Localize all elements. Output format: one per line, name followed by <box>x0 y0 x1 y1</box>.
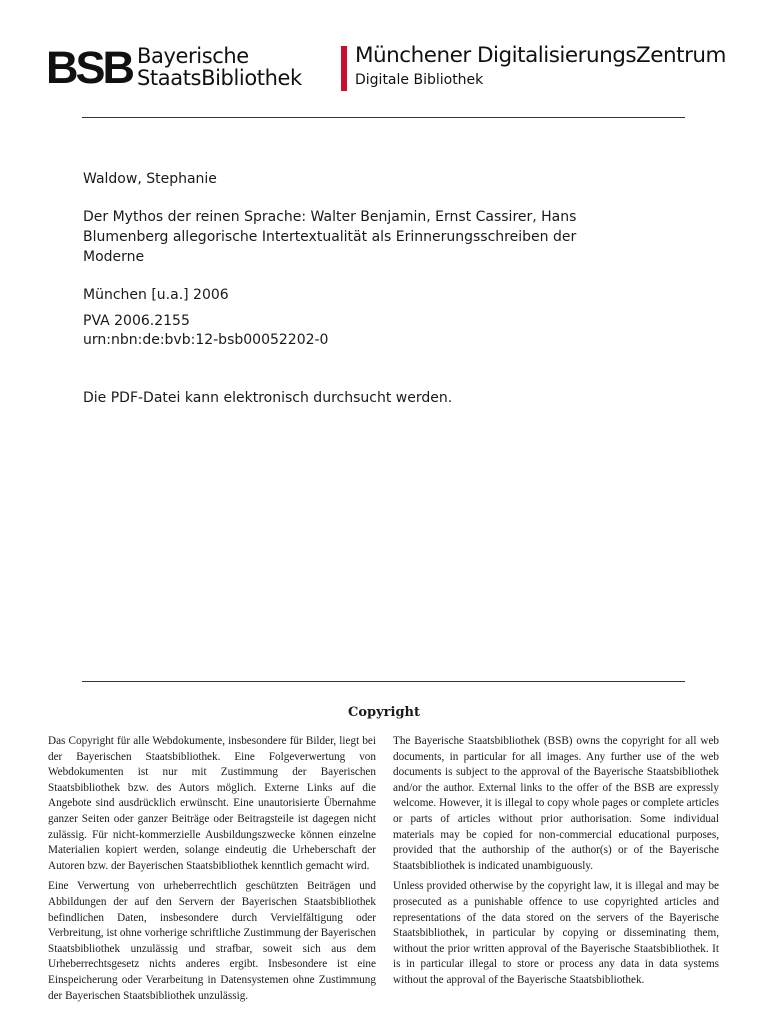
mdz-logo-bar <box>341 46 347 91</box>
pdf-note: Die PDF-Datei kann elektronisch durchsucht werden. <box>83 390 453 406</box>
copyright-divider <box>82 681 685 682</box>
header-divider <box>82 117 685 118</box>
bsb-logo-mark: BSB <box>46 42 133 93</box>
imprint: München [u.a.] 2006 <box>83 287 229 303</box>
copyright-german <box>48 734 376 1009</box>
title-line-3: Moderne <box>83 249 145 265</box>
copyright-de-paragraph-2: Eine Verwertung von urheberrechtlich geschützten Beiträgen und Abbildungen der auf den Servern der Bayerischen Staatsbibliothek befindlichen Daten, insbesondere durch Vervielfältigung oder Verbreitung, ist ohne vorherige schriftliche Zustimmung der Bayerischen Staatsbibliothek unzulässig und strafbar, soweit sich aus dem Urheberrechtsgesetz nichts anderes ergibt. Insbesondere ist eine Einspeicherung oder Verarbeitung in Datensystemen ohne Zustimmung der Bayerischen Staatsbibliothek unzulässig. <box>48 880 376 1002</box>
title-line-2: Blumenberg allegorische Intertextualität als Erinnerungsschreiben der <box>83 229 577 245</box>
copyright-heading: Copyright <box>348 705 420 720</box>
bsb-name-line1: Bayerische <box>137 44 249 68</box>
bsb-name-line2: StaatsBibliothek <box>137 66 302 90</box>
bsb-logo-name <box>137 45 302 89</box>
urn: urn:nbn:de:bvb:12-bsb00052202-0 <box>83 332 329 348</box>
copyright-de-paragraph-1: Das Copyright für alle Webdokumente, insbesondere für Bilder, liegt bei der Bayerischen Staatsbibliothek. Eine Folgeverwertung von Webdokumenten ist nur mit Zustimmung der Bayerischen Staatsbibliothek bzw. des Autors möglich. Externe Links auf die Angebote sind ausdrücklich erwünscht. Eine unautorisierte Übernahme ganzer Seiten oder ganzer Beiträge oder Beitragsteile ist dagegen nicht zulässig. Für nicht-kommerzielle Ausbildungszwecke können einzelne Materialien kopiert werden, solange eindeutig die Urheberschaft der Autoren bzw. der Bayerischen Staatsbibliothek kenntlich gemacht wird. <box>48 735 376 872</box>
mdz-subtitle: Digitale Bibliothek <box>355 72 484 88</box>
copyright-en-paragraph-1: The Bayerische Staatsbibliothek (BSB) owns the copyright for all web documents, in particular for all images. Any further use of the web documents is subject to the approval of the Bayerische Staatsbibliothek and/or the author. External links to the offer of the BSB are expressly welcome. However, it is illegal to copy whole pages or complete articles or parts of articles without prior authorisation. Some individual materials may be copied for non-commercial educational purposes, provided that the authorship of the author(s) or of the Bayerische Staatsbibliothek is indicated unambiguously. <box>393 735 719 872</box>
title-line-1: Der Mythos der reinen Sprache: Walter Benjamin, Ernst Cassirer, Hans <box>83 209 577 225</box>
copyright-en-paragraph-2: Unless provided otherwise by the copyright law, it is illegal and may be prosecuted as a punishable offence to use copyrighted articles and representations of the data stored on the servers of the Bayerische Staatsbibliothek, in particular by copying or disseminating them, without the prior written approval of the Bayerische Staatsbibliothek. It is in particular illegal to store or process any data in data systems without the approval of the Bayerische Staatsbibliothek. <box>393 880 719 986</box>
author: Waldow, Stephanie <box>83 171 217 187</box>
shelfmark: PVA 2006.2155 <box>83 313 190 329</box>
work-title <box>83 207 603 267</box>
mdz-title: Münchener DigitalisierungsZentrum <box>355 43 726 68</box>
copyright-english <box>393 734 719 994</box>
